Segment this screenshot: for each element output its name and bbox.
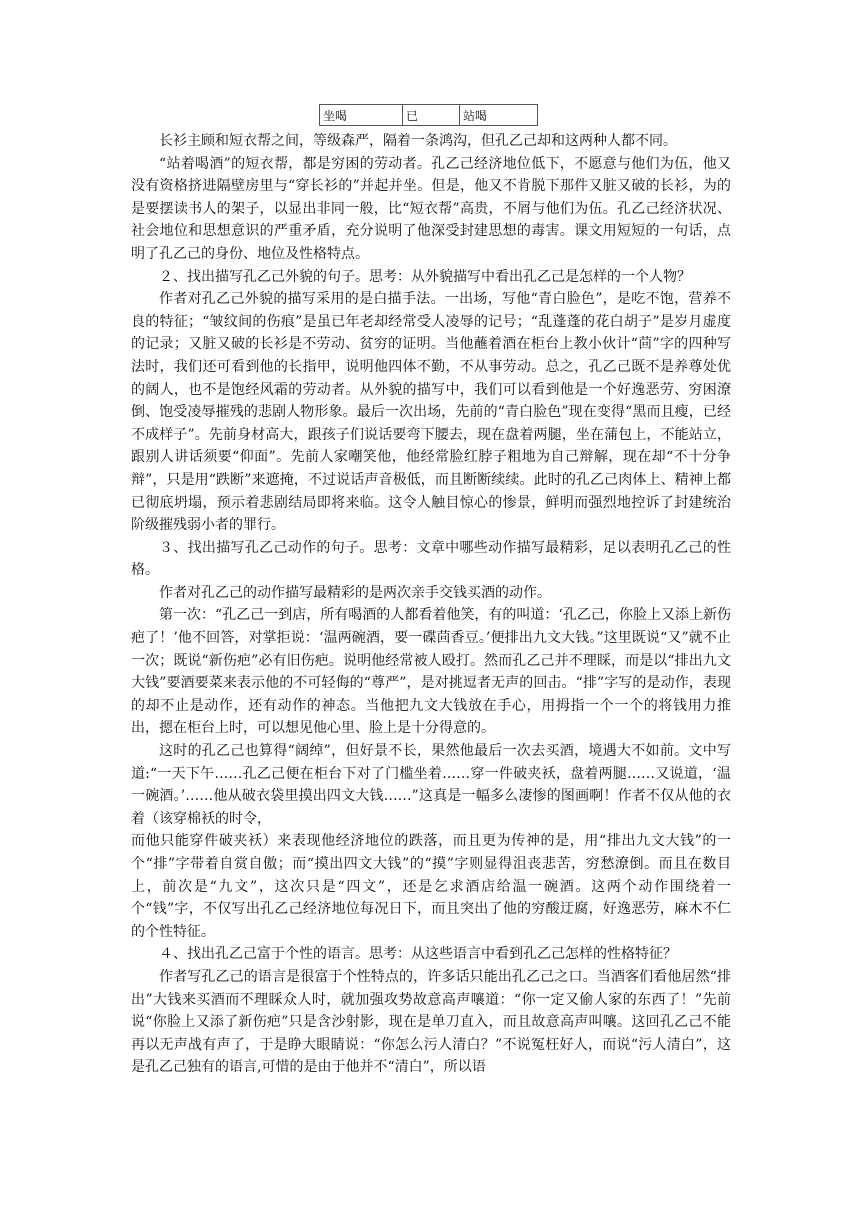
question-heading: ２、找出描写孔乙己外貌的句子。思考：从外貌描写中看出孔乙己是怎样的一个人物？ [159,268,691,285]
paragraph: 长衫主顾和短衣帮之间，等级森严，隔着一条鸿沟，但孔乙己却和这两种人都不同。 [159,133,677,149]
paragraph: 这时的孔乙己也算得“阔绰”，但好景不长，果然他最后一次去买酒，境遇大不如前。文中写道:“一天下午……孔乙己便在柜台下对了门槛坐着……穿一件破夹袄，盘着两腿……又说道，‘温一碗酒。’……他从破衣袋里摸出四文大钱……”这真是一幅多么凄惨的图画啊！作者不仅从他的衣着（该穿棉袄的时令， [131,743,731,827]
paragraph: 作者对孔乙己外貌的描写采用的是白描手法。一出场，写他“青白脸色”，是吃不饱，营养不良的特征；“皱纹间的伤痕”是虽已年老却经常受人凌辱的记号；“乱蓬蓬的花白胡子”是岁月虚度的记录；又脏又破的长衫是不劳动、贫穷的证明。当他蘸着酒在柜台上教小伙计“茴”字的四种写法时，我们还可看到他的长指甲，说明他四体不勤，不从事劳动。总之，孔乙己既不是养尊处优的阔人，也不是饱经风霜的劳动者。从外貌的描写中，我们可以看到他是一个好逸恶劳、穷困潦倒、饱受凌辱摧残的悲剧人物形象。最后一次出场，先前的“青白脸色”现在变得“黑而且瘦，已经不成样子”。先前身材高大，跟孩子们说话要弯下腰去，现在盘着两腿，坐在蒲包上，不能站立，跟别人讲话须要“仰面”。先前人家嘲笑他，他经常脸红脖子粗地为自己辩解，现在却“不十分争辩”，只是用“跌断”来遮掩，不过说话声音极低，而且断断续续。此时的孔乙己肉体上、精神上都已彻底坍塌，预示着悲剧结局即将来临。这令人触目惊心的惨景，鲜明而强烈地控诉了封建统治阶级摧残弱小者的罪行。 [131,291,731,534]
question-heading: ４、找出孔乙己富于个性的语言。思考：从这些语言中看到孔乙己怎样的性格特征？ [159,946,677,963]
table-cell: 已 [403,105,460,126]
table-cell: 站喝 [460,105,538,126]
article-body [131,130,731,1079]
drink-position-table [319,104,538,126]
table-cell: 坐喝 [320,105,403,126]
paragraph: 而他只能穿件破夹袄）来表现他经济地位的跌落，而且更为传神的是，用“排出九文大钱”的一个“排”字带着自赏自傲；而“摸出四文大钱”的“摸”字则显得沮丧悲苦，穷愁潦倒。而且在数目上，前次是“九文”，这次只是“四文”，还是乞求酒店给温一碗酒。这两个动作围绕着一个“钱”字，不仅写出孔乙己经济地位每况日下，而且突出了他的穷酸迂腐，好逸恶劳，麻木不仁的个性特征。 [131,833,731,940]
table-row [320,105,538,126]
paragraph: 作者对孔乙己的动作描写最精彩的是两次亲手交钱买酒的动作。 [159,584,551,601]
paragraph: “站着喝酒”的短衣帮，都是穷困的劳动者。孔乙己经济地位低下，不愿意与他们为伍，他又没有资格挤进隔壁房里与“穿长衫的”并起并坐。但是，他又不肯脱下那件又脏又破的长衫，为的是要摆读书人的架子，以显出非同一般，比“短衣帮”高贵，不屑与他们为伍。孔乙己经济状况、社会地位和思想意识的严重矛盾，充分说明了他深受封建思想的毒害。课文用短短的一句话，点明了孔乙己的身份、地位及性格特点。 [131,155,731,262]
paragraph: 第一次：“孔乙己一到店，所有喝酒的人都看着他笑，有的叫道：‘孔乙己，你脸上又添上新伤疤了！’他不回答，对掌拒说：‘温两碗酒，要一碟茴香豆。’便排出九文大钱。”这里既说“又”就不止一次；既说“新伤疤”必有旧伤疤。说明他经常被人殴打。然而孔乙己并不理睬，而是以“排出九文大钱”要酒要菜来表示他的不可轻侮的“尊严”，是对挑逗者无声的回击。“排”字写的是动作，表现的却不止是动作，还有动作的神态。当他把九文大钱放在手心，用拇指一个一个的将钱用力推出，摁在柜台上时，可以想见他心里、脸上是十分得意的。 [131,607,731,737]
paragraph: 作者写孔乙己的语言是很富于个性特点的，许多话只能出孔乙己之口。当酒客们看他居然“排出”大钱来买酒而不理睬众人时，就加强攻势故意高声嚷道：“你一定又偷人家的东西了！”先前说“你脸上又添了新伤疤”只是含沙射影，现在是单刀直入，而且故意高声叫嚷。这回孔乙己不能再以无声战有声了，于是睁大眼睛说：“你怎么污人清白？”不说冤枉好人，而说“污人清白”，这是孔乙己独有的语言,可惜的是由于他并不“清白”，所以语 [131,968,731,1076]
question-heading: ３、找出描写孔乙己动作的句子。思考：文章中哪些动作描写最精彩，足以表明孔乙己的性格。 [131,539,731,579]
